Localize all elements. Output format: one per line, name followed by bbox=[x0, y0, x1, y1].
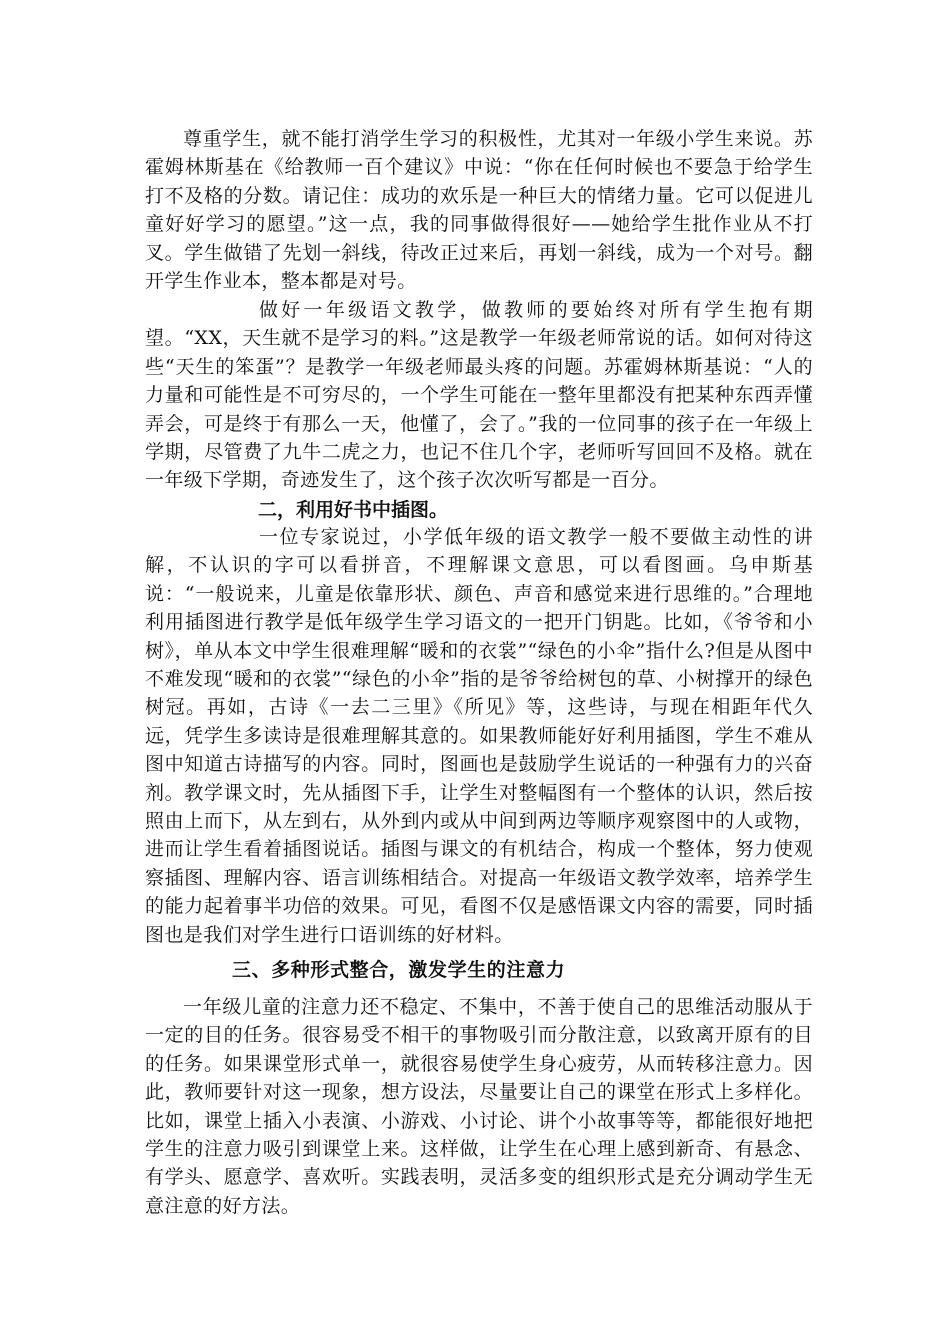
paragraph-expectations bbox=[145, 296, 813, 495]
paragraph-text: 做好一年级语文教学，做教师的要始终对所有学生抱有期望。“XX，天生就不是学习的料。”这是教学一年级老师常说的话。如何对待这些“天生的笨蛋”？是教学一年级老师最头疼的问题。苏霍姆林斯基说：“人的力量和可能性是不可穷尽的，一个学生可能在一整年里都没有把某种东西弄懂弄会，可是终于有那么一天，他懂了，会了。”我的一位同事的孩子在一年级上学期，尽管费了九牛二虎之力，也记不住几个字，老师听写回回不及格。就在一年级下学期，奇迹发生了，这个孩子次次听写都是一百分。 bbox=[145, 299, 813, 492]
paragraph-attention bbox=[145, 993, 813, 1220]
section-heading-attention: 三、多种形式整合，激发学生的注意力 bbox=[232, 959, 566, 981]
paragraph-respect-students bbox=[145, 125, 813, 295]
paragraph-text: 一位专家说过，小学低年级的语文教学一般不要做主动性的讲解，不认识的字可以看拼音，不理解课文意思，可以看图画。乌申斯基说：“一般说来，儿童是依靠形状、颜色、声音和感觉来进行思维的。”合理地利用插图进行教学是低年级学生学习语文的一把开门钥匙。比如，《爷爷和小树》，单从本文中学生很难理解“暖和的衣裳”“绿色的小伞”指什么?但是从图中不难发现“暖和的衣裳”“绿色的小伞”指的是爷爷给树包的草、小树撑开的绿色树冠。再如，古诗《一去二三里》《所见》等，这些诗，与现在相距年代久远，凭学生多读诗是很难理解其意的。如果教师能好好利用插图，学生不难从图中知道古诗描写的内容。同时，图画也是鼓励学生说话的一种强有力的兴奋剂。教学课文时，先从插图下手，让学生对整幅图有一个整体的认识，然后按照由上而下，从左到右，从外到内或从中间到两边等顺序观察图中的人或物，进而让学生看着插图说话。插图与课文的有机结合，构成一个整体，努力使观察插图、理解内容、语言训练相结合。对提高一年级语文教学效率，培养学生的能力起着事半功倍的效果。可见，看图不仅是感悟课文内容的需要，同时插图也是我们对学生进行口语训练的好材料。 bbox=[145, 526, 813, 946]
paragraph-text: 尊重学生，就不能打消学生学习的积极性，尤其对一年级小学生来说。苏霍姆林斯基在《给教师一百个建议》中说：“你在任何时候也不要急于给学生打不及格的分数。请记住：成功的欢乐是一种巨大的情绪力量。它可以促进儿童好好学习的愿望。”这一点，我的同事做得很好——她给学生批作业从不打叉。学生做错了先划一斜线，待改正过来后，再划一斜线，成为一个对号。翻开学生作业本，整本都是对号。 bbox=[145, 128, 813, 293]
paragraph-text: 一年级儿童的注意力还不稳定、不集中，不善于使自己的思维活动服从于一定的目的任务。很容易受不相干的事物吸引而分散注意，以致离开原有的目的任务。如果课堂形式单一，就很容易使学生身心疲劳，从而转移注意力。因此，教师要针对这一现象，想方设法，尽量要让自己的课堂在形式上多样化。比如，课堂上插入小表演、小游戏、小讨论、讲个小故事等等，都能很好地把学生的注意力吸引到课堂上来。这样做，让学生在心理上感到新奇、有悬念、有学头、愿意学、喜欢听。实践表明，灵活多变的组织形式是充分调动学生无意注意的好方法。 bbox=[145, 996, 813, 1217]
paragraph-illustrations bbox=[145, 523, 813, 949]
section-heading-illustrations: 二，利用好书中插图。 bbox=[258, 499, 449, 521]
